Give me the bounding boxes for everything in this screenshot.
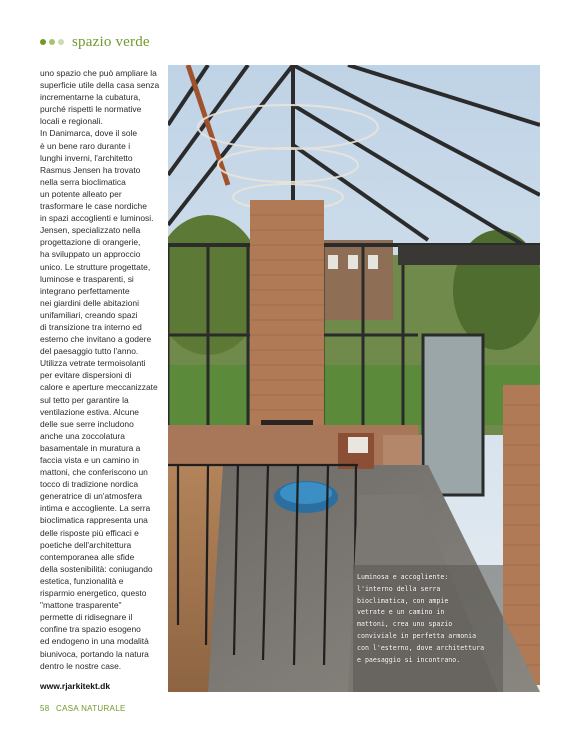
dot-icon: [40, 39, 46, 45]
magazine-name: CASA NATURALE: [56, 704, 126, 713]
article-body: [40, 67, 164, 672]
website-link[interactable]: www.rjarkitekt.dk: [40, 681, 111, 691]
dot-icon: [58, 39, 64, 45]
photo-caption: Luminosa e accogliente: l'interno della serra bioclimatica, con ampie vetrate e un camino in mattoni, crea uno spazio conviviale in perfetta armonia con l'esterno, dove architettura e paesaggio si incontrano.: [357, 573, 485, 664]
section-header: [40, 32, 150, 52]
page-number: 58: [40, 704, 50, 713]
dot-icon: [49, 39, 55, 45]
page-footer: [40, 704, 126, 713]
section-title: spazio verde: [72, 33, 150, 50]
article-text: uno spazio che può ampliare la superficie utile della casa senza incrementarne la cubatura, purché rispetti le normative locali e regionali. In Danimarca, dove il sole è un bene raro durante i lunghi inverni, l'architetto Rasmus Jensen ha trovato nella serra bioclimatica un potente alleato per trasformare le case nordiche in spazi accoglienti e luminosi. Jensen, specializzato nella progettazione di orangerie, ha sviluppato un approccio unico. Le strutture progettate, luminose e trasparenti, si integrano perfettamente nei giardini delle abitazioni unifamiliari, creando spazi di transizione tra interno ed esterno che invitano a godere del paesaggio tutto l'anno. Utilizza vetrate termoisolanti per evitare dispersioni di calore e aperture meccanizzate sul tetto per garantire la ventilazione estiva. Alcune delle sue serre includono anche una zoccolatura basamentale in muratura a faccia vista e un camino in mattoni, che conferiscono un tocco di tradizione nordica generatrice di un'atmosfera intima e accogliente. La serra bioclimatica rappresenta una delle risposte più efficaci e poetiche dell'architettura contemporanea alle sfide della sostenibilità: coniugando estetica, funzionalità e risparmio energetico, questo "mattone trasparente" permette di ridisegnare il confine tra spazio esogeno ed endogeno in una modalità biunivoca, portando la natura dentro le nostre case.: [40, 68, 160, 671]
